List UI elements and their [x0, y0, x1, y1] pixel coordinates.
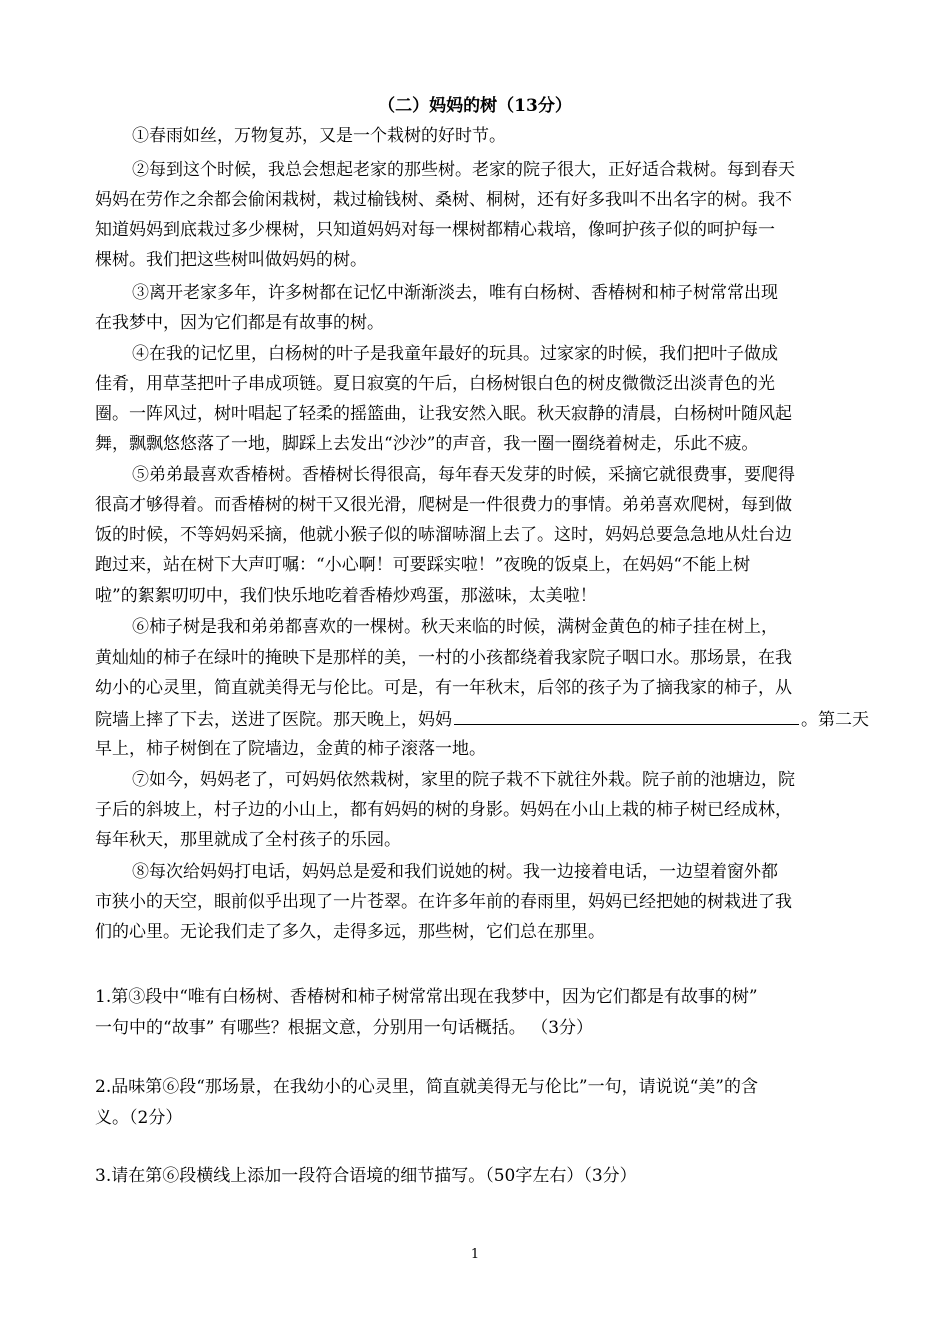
paragraph-5-line: ⑤弟弟最喜欢香椿树。香椿树长得很高，每年春天发芽的时候，采摘它就很费事，要爬得 [132, 465, 795, 485]
paragraph-2-line: 妈妈在劳作之余都会偷闲栽树，栽过榆钱树、桑树、桐树，还有好多我叫不出名字的树。我不 [95, 190, 792, 210]
question-3-line: 3.请在第⑥段横线上添加一段符合语境的细节描写。（50字左右）（3分） [95, 1166, 637, 1186]
paragraph-5-line: 饭的时候，不等妈妈采摘，他就小猴子似的哧溜哧溜上去了。这时，妈妈总要急急地从灶台边 [95, 525, 792, 545]
paragraph-5-line: 啦”的絮絮叨叨中，我们快乐地吃着香椿炒鸡蛋，那滋味，太美啦！ [95, 586, 597, 606]
paragraph-6-text: 。第二天 [801, 710, 869, 730]
paragraph-6-line: 早上，柿子树倒在了院墙边，金黄的柿子滚落一地。 [95, 739, 486, 759]
question-2-line: 义。（2分） [95, 1108, 183, 1128]
paragraph-6-line: 幼小的心灵里，简直就美得无与伦比。可是，有一年秋末，后邻的孩子为了摘我家的柿子，从 [95, 678, 792, 698]
paragraph-3-line: 在我梦中，因为它们都是有故事的树。 [95, 313, 384, 333]
paragraph-8-line: 市狭小的天空，眼前似乎出现了一片苍翠。在许多年前的春雨里，妈妈已经把她的树栽进了我 [95, 892, 792, 912]
paragraph-6-text: 院墙上摔了下去，送进了医院。那天晚上，妈妈 [95, 710, 452, 730]
paragraph-4-line: ④在我的记忆里，白杨树的叶子是我童年最好的玩具。过家家的时候，我们把叶子做成 [132, 344, 778, 364]
paragraph-7-line: ⑦如今，妈妈老了，可妈妈依然栽树，家里的院子栽不下就往外栽。院子前的池塘边，院 [132, 770, 795, 790]
paragraph-4-line: 圈。一阵风过，树叶唱起了轻柔的摇篮曲，让我安然入眠。秋天寂静的清晨，白杨树叶随风起 [95, 404, 792, 424]
paragraph-4-line: 舞，飘飘悠悠落了一地，脚踩上去发出“沙沙”的声音，我一圈一圈绕着树走，乐此不疲。 [95, 434, 759, 454]
answer-blank-line[interactable] [454, 706, 799, 725]
paragraph-5-line: 跑过来，站在树下大声叮嘱：“小心啊！可要踩实啦！”夜晚的饭桌上，在妈妈“不能上树 [95, 555, 751, 575]
paragraph-1-line: ①春雨如丝，万物复苏，又是一个栽树的好时节。 [132, 126, 506, 146]
paragraph-7-line: 子后的斜坡上，村子边的小山上，都有妈妈的树的身影。妈妈在小山上栽的柿子树已经成林， [95, 800, 792, 820]
paragraph-3-line: ③离开老家多年，许多树都在记忆中渐渐淡去，唯有白杨树、香椿树和柿子树常常出现 [132, 283, 778, 303]
paragraph-7-line: 每年秋天，那里就成了全村孩子的乐园。 [95, 830, 401, 850]
paragraph-5-line: 很高才够得着。而香椿树的树干又很光滑，爬树是一件很费力的事情。弟弟喜欢爬树，每到做 [95, 495, 792, 515]
paragraph-2-line: 棵树。我们把这些树叫做妈妈的树。 [95, 250, 367, 270]
article-title: （二）妈妈的树（13分） [378, 96, 572, 116]
paragraph-8-line: 们的心里。无论我们走了多久，走得多远，那些树，它们总在那里。 [95, 922, 605, 942]
question-1-line: 1.第③段中“唯有白杨树、香椿树和柿子树常常出现在我梦中，因为它们都是有故事的树” [95, 987, 758, 1007]
paragraph-6-line: ⑥柿子树是我和弟弟都喜欢的一棵树。秋天来临的时候，满树金黄色的柿子挂在树上， [132, 617, 778, 637]
question-2-line: 2.品味第⑥段“那场景，在我幼小的心灵里，简直就美得无与伦比”一句，请说说“美”的含 [95, 1077, 758, 1097]
paragraph-2-line: 知道妈妈到底栽过多少棵树，只知道妈妈对每一棵树都精心栽培，像呵护孩子似的呵护每一 [95, 220, 775, 240]
paragraph-6-line [95, 706, 869, 732]
paragraph-2-line: ②每到这个时候，我总会想起老家的那些树。老家的院子很大，正好适合栽树。每到春天 [132, 160, 795, 180]
paragraph-4-line: 佳肴，用草茎把叶子串成项链。夏日寂寞的午后，白杨树银白色的树皮微微泛出淡青色的光 [95, 374, 775, 394]
page-number: 1 [470, 1247, 480, 1262]
paragraph-8-line: ⑧每次给妈妈打电话，妈妈总是爱和我们说她的树。我一边接着电话，一边望着窗外都 [132, 862, 778, 882]
paragraph-6-line: 黄灿灿的柿子在绿叶的掩映下是那样的美，一村的小孩都绕着我家院子咽口水。那场景，在我 [95, 648, 792, 668]
question-1-line: 一句中的“故事” 有哪些？根据文意，分别用一句话概括。 （3分） [95, 1018, 594, 1038]
